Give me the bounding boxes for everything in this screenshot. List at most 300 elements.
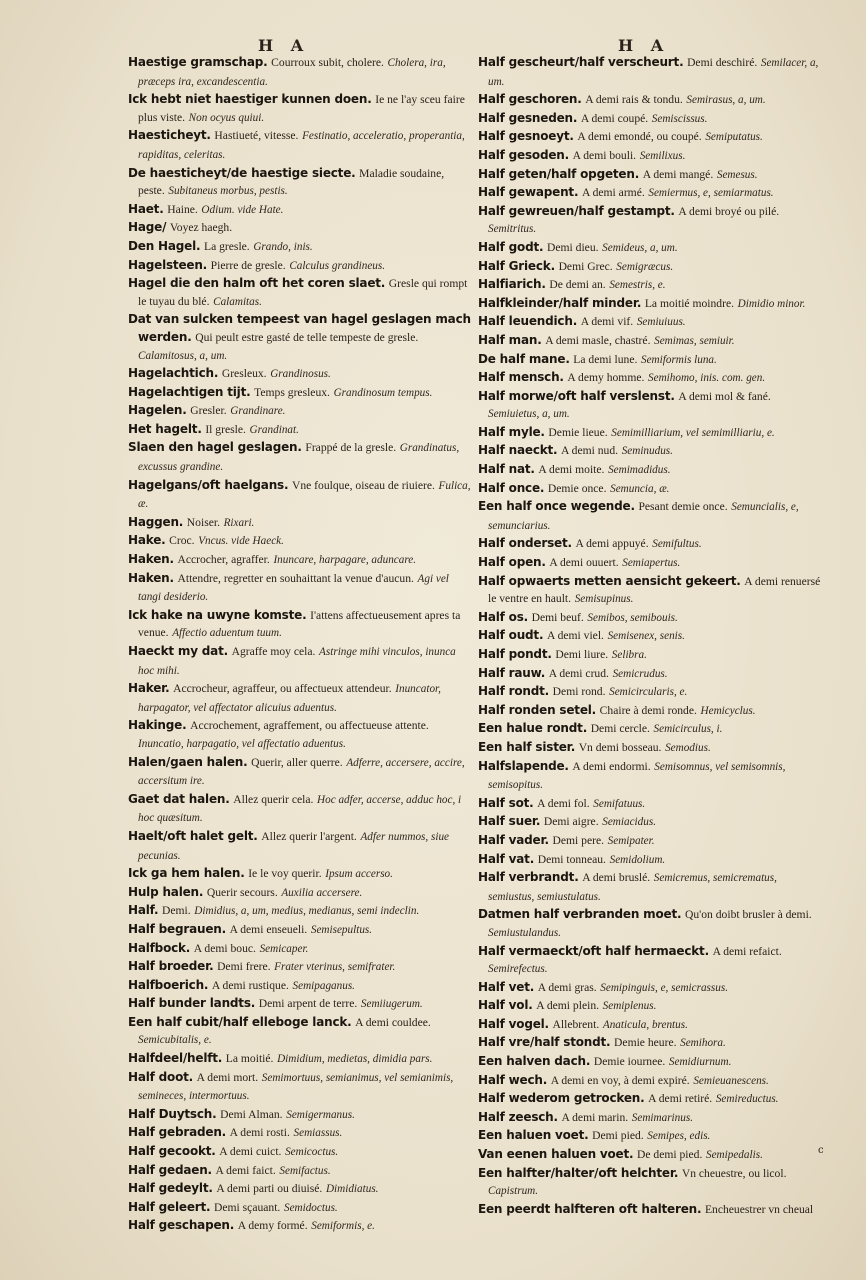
dictionary-entry xyxy=(478,239,823,258)
french-gloss: Demi arpent de terre. xyxy=(258,997,358,1011)
french-gloss: A demi appuyé. xyxy=(575,537,649,551)
french-gloss: Frappé de la gresle. xyxy=(305,441,397,455)
headword: Half rondt. xyxy=(478,684,550,699)
french-gloss: A demi enseueli. xyxy=(229,922,308,936)
dictionary-entry xyxy=(128,1106,473,1125)
dictionary-entry xyxy=(478,91,823,110)
latin-gloss: Semiputatus. xyxy=(705,131,763,144)
headword: Half gewreuen/half gestampt. xyxy=(478,203,675,218)
dictionary-entry xyxy=(478,442,823,461)
french-gloss: A demi coupé. xyxy=(580,111,649,125)
french-gloss: A demi plein. xyxy=(536,999,600,1013)
headword: Halfkleinder/half minder. xyxy=(478,295,642,310)
headword: Half opwaerts metten aensicht gekeert. xyxy=(478,573,741,588)
french-gloss: A demi endormi. xyxy=(572,759,651,773)
latin-gloss: Semihomo, inis. com. gen. xyxy=(648,372,766,385)
french-gloss: Demi Grec. xyxy=(558,259,613,273)
french-gloss: A demi vif. xyxy=(580,315,634,329)
latin-gloss: Frater vterinus, semifrater. xyxy=(274,961,396,974)
headword: Ick hebt niet haestiger kunnen doen. xyxy=(128,92,372,107)
headword: Half os. xyxy=(478,609,528,624)
french-gloss: A demi parti ou diuisé. xyxy=(216,1182,323,1196)
headword: Haeckt my dat. xyxy=(128,644,228,658)
headword: Hake. xyxy=(128,533,166,548)
french-gloss: Demi tonneau. xyxy=(537,852,606,866)
latin-gloss: Semidoctus. xyxy=(283,1201,338,1214)
dictionary-entry xyxy=(128,643,473,680)
french-gloss: A demi rustique. xyxy=(211,978,289,992)
latin-gloss: Vncus. vide Haeck. xyxy=(198,535,284,548)
french-gloss: Demie heure. xyxy=(614,1036,677,1050)
dictionary-entry xyxy=(478,369,823,388)
french-gloss: A demi faict. xyxy=(215,1163,276,1177)
dictionary-entry xyxy=(128,995,473,1014)
dictionary-entry xyxy=(478,480,823,499)
latin-gloss: Astringe mihi vinculos, inunca hoc mihi. xyxy=(138,646,456,677)
french-gloss: A demi rosti. xyxy=(229,1126,290,1140)
french-gloss: A demi fol. xyxy=(537,796,590,810)
french-gloss: Allez querir l'argent. xyxy=(261,829,357,843)
latin-gloss: Calculus grandineus. xyxy=(289,259,386,272)
latin-gloss: Inuncatio, harpagatio, vel affectatio aduentus. xyxy=(138,737,346,750)
headword: Half naeckt. xyxy=(478,443,558,458)
dictionary-entry xyxy=(128,1124,473,1143)
headword: Half vogel. xyxy=(478,1016,549,1031)
dictionary-entry xyxy=(128,421,473,440)
headword: Half onderset. xyxy=(478,536,572,551)
latin-gloss: Grando, inis. xyxy=(253,240,313,253)
french-gloss: A demi mangé. xyxy=(642,167,714,181)
latin-gloss: Semilacer, a, um. xyxy=(488,57,819,88)
french-gloss: A demi refaict. xyxy=(712,944,782,958)
french-gloss: Demi frere. xyxy=(217,960,271,974)
french-gloss: Vn cheuestre, ou licol. xyxy=(681,1166,787,1180)
headword: Haken. xyxy=(128,552,174,567)
dictionary-entry xyxy=(128,439,473,476)
headword: Haker. xyxy=(128,681,170,696)
dictionary-entry xyxy=(478,869,823,906)
headword: Half verbrandt. xyxy=(478,870,579,885)
headword: Half gebraden. xyxy=(128,1125,227,1140)
headword: Half open. xyxy=(478,555,546,570)
headword: Een half cubit/half elleboge lanck. xyxy=(128,1014,352,1029)
latin-gloss: Fulica, æ. xyxy=(138,479,471,511)
latin-gloss: Semipaganus. xyxy=(292,979,355,992)
latin-gloss: Semiapertus. xyxy=(622,557,681,570)
headword: Half sot. xyxy=(478,795,534,810)
dictionary-entry xyxy=(478,943,823,979)
headword: Het hagelt. xyxy=(128,421,202,436)
french-gloss: Allez querir cela. xyxy=(233,792,314,806)
dictionary-entry xyxy=(128,477,473,514)
dictionary-entry xyxy=(478,795,823,814)
headword: Half gesoden. xyxy=(478,147,569,162)
dictionary-entry xyxy=(478,1053,823,1072)
latin-gloss: Semiplenus. xyxy=(602,1000,657,1013)
dictionary-entry xyxy=(128,402,473,421)
dictionary-entry xyxy=(478,203,823,239)
header-mark-right: H A xyxy=(618,36,670,55)
french-gloss: Chaire à demi ronde. xyxy=(599,703,697,717)
headword: Half gedaen. xyxy=(128,1162,212,1177)
french-gloss: La moitié. xyxy=(225,1052,274,1066)
latin-gloss: Dimidium, medietas, dimidia pars. xyxy=(277,1053,433,1066)
latin-gloss: Semicirculus, i. xyxy=(653,723,723,736)
dictionary-entry xyxy=(478,851,823,870)
latin-gloss: Semigræcus. xyxy=(616,260,674,273)
latin-gloss: Grandinat. xyxy=(249,423,299,436)
latin-gloss: Semipes, edis. xyxy=(647,1130,711,1143)
dictionary-entry xyxy=(478,665,823,684)
latin-gloss: Semicoctus. xyxy=(285,1146,339,1159)
latin-gloss: Semifultus. xyxy=(652,538,702,551)
headword: Half vol. xyxy=(478,998,533,1013)
latin-gloss: Grandinare. xyxy=(230,405,286,418)
latin-gloss: Semisomnus, vel semisomnis, semisopitus. xyxy=(488,760,786,792)
french-gloss: Noiser. xyxy=(186,515,220,529)
french-gloss: Agraffe moy cela. xyxy=(231,645,316,658)
dictionary-entry xyxy=(478,147,823,166)
latin-gloss: Semisenex, senis. xyxy=(607,630,685,643)
dictionary-entry xyxy=(478,184,823,203)
french-gloss: Demi aigre. xyxy=(543,815,599,829)
latin-gloss: Adferre, accersere, accire, accersitum ire. xyxy=(138,756,465,788)
headword: Hagelachtigen tijt. xyxy=(128,384,251,399)
dictionary-entry xyxy=(128,828,473,865)
french-gloss: Maladie soudaine, peste. xyxy=(138,166,445,198)
dictionary-entry xyxy=(478,554,823,573)
headword: Gaet dat halen. xyxy=(128,791,230,806)
headword: Haesticheyt. xyxy=(128,128,211,143)
headword: Datmen half verbranden moet. xyxy=(478,907,682,922)
headword: Half wederom getrocken. xyxy=(478,1091,645,1106)
latin-gloss: Semimas, semiuir. xyxy=(654,334,735,347)
dictionary-entry xyxy=(128,384,473,403)
french-gloss: A demi masle, chastré. xyxy=(545,333,651,347)
french-gloss: Querir, aller querre. xyxy=(251,755,343,769)
dictionary-entry xyxy=(478,295,823,314)
french-gloss: Demi pied. xyxy=(592,1129,644,1143)
latin-gloss: Adfer nummos, siue pecunias. xyxy=(138,830,450,862)
dictionary-entry xyxy=(478,128,823,147)
dictionary-entry xyxy=(128,570,473,607)
french-gloss: Temps gresleux. xyxy=(254,385,330,399)
french-gloss: Hastiueté, vitesse. xyxy=(214,129,299,143)
dictionary-entry xyxy=(478,646,823,665)
dictionary-entry xyxy=(478,979,823,998)
french-gloss: La moitié moindre. xyxy=(644,296,735,310)
headword: Haggen. xyxy=(128,514,184,529)
french-gloss: Demi liure. xyxy=(555,648,609,661)
headword: Haet. xyxy=(128,201,164,216)
latin-gloss: Grandinosus. xyxy=(270,368,331,381)
dictionary-entry xyxy=(478,997,823,1016)
french-gloss: Vn demi bosseau. xyxy=(578,740,662,754)
french-gloss: Gresle qui rompt le tuyau du blé. xyxy=(138,277,468,308)
headword: Ick hake na uwyne komste. xyxy=(128,607,307,622)
french-gloss: Demi beuf. xyxy=(531,610,584,624)
dictionary-entry xyxy=(128,607,473,643)
dictionary-entry xyxy=(128,54,473,91)
headword: Haken. xyxy=(128,570,174,585)
headword: Half Duytsch. xyxy=(128,1106,217,1121)
dictionary-entry xyxy=(478,54,823,91)
right-column xyxy=(478,54,823,1219)
french-gloss: A demi armé. xyxy=(581,186,645,200)
latin-gloss: Semicaper. xyxy=(259,942,309,955)
headword: Half geschoren. xyxy=(478,92,582,107)
dictionary-entry xyxy=(478,258,823,277)
dictionary-entry xyxy=(128,1162,473,1181)
french-gloss: Demie once. xyxy=(547,481,607,495)
headword: Halfiarich. xyxy=(478,277,546,292)
french-gloss: A demi moite. xyxy=(538,463,605,477)
french-gloss: Pesant demie once. xyxy=(638,500,728,514)
headword: Half geten/half opgeten. xyxy=(478,166,640,181)
latin-gloss: Semiacidus. xyxy=(602,816,656,829)
latin-gloss: Semiassus. xyxy=(293,1127,343,1140)
dictionary-entry xyxy=(128,257,473,276)
dictionary-entry xyxy=(128,219,473,238)
french-gloss: Voyez haegh. xyxy=(169,221,233,235)
french-gloss: A demi bruslé. xyxy=(582,871,651,885)
latin-gloss: Odium. vide Hate. xyxy=(201,203,284,216)
latin-gloss: Semireductus. xyxy=(715,1093,779,1106)
latin-gloss: Semigermanus. xyxy=(286,1108,355,1121)
dictionary-entry xyxy=(478,1072,823,1091)
headword: Half gewapent. xyxy=(478,185,579,200)
french-gloss: A demi gras. xyxy=(537,980,597,994)
dictionary-entry xyxy=(478,573,823,609)
latin-gloss: Semipinguis, e, semicrassus. xyxy=(600,981,729,994)
latin-gloss: Inuncator, harpagator, vel affectator alicuius aduentus. xyxy=(138,683,441,714)
latin-gloss: Semicremus, semicrematus, semiustus, semiustulatus. xyxy=(488,872,777,903)
dictionary-entry xyxy=(128,1069,473,1106)
headword: Van eenen haluen voet. xyxy=(478,1147,634,1162)
french-gloss: Encheuestrer vn cheual xyxy=(704,1202,814,1216)
dictionary-entry xyxy=(478,535,823,554)
headword: Half bunder landts. xyxy=(128,996,256,1011)
headword: Half gedeylt. xyxy=(128,1181,213,1196)
dictionary-entry xyxy=(478,739,823,758)
latin-gloss: Hemicyclus. xyxy=(700,704,756,717)
dictionary-entry xyxy=(128,1199,473,1218)
headword: De haesticheyt/de haestige siecte. xyxy=(128,165,356,180)
latin-gloss: Semitritus. xyxy=(488,223,537,236)
latin-gloss: Semirefectus. xyxy=(488,963,548,976)
headword: Hagel die den halm oft het coren slaet. xyxy=(128,276,386,291)
left-column xyxy=(128,54,473,1236)
french-gloss: Qu'on doibt brusler à demi. xyxy=(685,908,812,922)
headword: Half vat. xyxy=(478,851,535,866)
dictionary-entry xyxy=(478,388,823,424)
french-gloss: Ie ne l'ay sceu faire plus viste. xyxy=(138,93,465,124)
dictionary-entry xyxy=(128,1217,473,1236)
latin-gloss: Rixari. xyxy=(223,516,255,529)
dictionary-entry xyxy=(478,110,823,129)
french-gloss: Allebrent. xyxy=(552,1017,600,1031)
latin-gloss: Semiiugerum. xyxy=(360,998,423,1011)
headword: Half nat. xyxy=(478,462,535,477)
french-gloss: La gresle. xyxy=(204,239,250,253)
french-gloss: Attendre, regretter en souhaittant la venue d'aucun. xyxy=(177,571,414,585)
headword: Halfdeel/helft. xyxy=(128,1051,223,1066)
dictionary-entry xyxy=(128,238,473,257)
french-gloss: A demi emondé, ou coupé. xyxy=(577,130,702,144)
headword: Een halfter/halter/oft helchter. xyxy=(478,1165,679,1180)
dictionary-entry xyxy=(128,791,473,828)
headword: Half gecookt. xyxy=(128,1144,216,1159)
french-gloss: Accrocher, agraffer. xyxy=(177,553,270,567)
dictionary-entry xyxy=(128,680,473,717)
dictionary-entry xyxy=(478,461,823,480)
latin-gloss: Semieuanescens. xyxy=(693,1074,769,1087)
french-gloss: Courroux subit, cholere. xyxy=(271,56,384,69)
headword: Een peerdt halfteren oft halteren. xyxy=(478,1201,702,1216)
dictionary-entry xyxy=(478,1201,823,1220)
latin-gloss: Semiermus, e, semiarmatus. xyxy=(648,187,774,200)
headword: Hakinge. xyxy=(128,718,187,733)
latin-gloss: Semiuietus, a, um. xyxy=(488,408,570,421)
headword: Halfslapende. xyxy=(478,758,569,773)
latin-gloss: Auxilia accersere. xyxy=(281,886,363,899)
french-gloss: Gresler. xyxy=(190,404,227,418)
dictionary-entry xyxy=(128,514,473,533)
dictionary-entry xyxy=(128,921,473,940)
french-gloss: Demie lieue. xyxy=(548,425,608,439)
latin-gloss: Semipater. xyxy=(607,834,655,847)
latin-gloss: Semideus, a, um. xyxy=(602,241,678,254)
french-gloss: Demi pere. xyxy=(552,833,605,847)
latin-gloss: Seminudus. xyxy=(621,445,673,458)
latin-gloss: Calamitas. xyxy=(213,295,262,308)
latin-gloss: Non ocyus quiui. xyxy=(188,111,265,124)
french-gloss: Haine. xyxy=(167,202,198,216)
latin-gloss: Semibos, semibouis. xyxy=(587,611,678,624)
headword: Dat van sulcken tempeest van hagel geslagen mach werden. xyxy=(128,312,471,344)
headword: Half geschapen. xyxy=(128,1218,235,1233)
latin-gloss: Semimadidus. xyxy=(608,464,671,477)
dictionary-entry xyxy=(478,1034,823,1053)
dictionary-entry xyxy=(478,1127,823,1146)
headword: Half morwe/oft half verslenst. xyxy=(478,388,675,403)
french-gloss: Accrochement, agraffement, ou affectueuse attente. xyxy=(190,719,429,733)
headword: Een halven dach. xyxy=(478,1054,591,1069)
dictionary-entry xyxy=(478,609,823,628)
dictionary-entry xyxy=(478,1109,823,1128)
latin-gloss: Semipedalis. xyxy=(706,1149,763,1162)
headword: Een half once wegende. xyxy=(478,499,635,514)
dictionary-entry xyxy=(128,754,473,791)
latin-gloss: Selibra. xyxy=(611,649,647,661)
french-gloss: Demi. xyxy=(162,904,191,918)
dictionary-entry xyxy=(478,758,823,795)
french-gloss: Il gresle. xyxy=(205,422,246,436)
headword: Hagelgans/oft haelgans. xyxy=(128,477,289,492)
french-gloss: Qui peult estre gasté de telle tempeste de gresle. xyxy=(195,330,419,344)
dictionary-entry xyxy=(478,627,823,646)
dictionary-entry xyxy=(128,275,473,311)
headword: Hagelsteen. xyxy=(128,257,208,272)
dictionary-entry xyxy=(128,551,473,570)
latin-gloss: Semirasus, a, um. xyxy=(686,94,766,107)
latin-gloss: Semiuiuus. xyxy=(636,316,686,329)
dictionary-entry xyxy=(478,166,823,185)
headword: Half suer. xyxy=(478,814,541,829)
latin-gloss: Dimidiatus. xyxy=(325,1183,379,1196)
latin-gloss: Semimarinus. xyxy=(631,1111,694,1124)
headword: Halen/gaen halen. xyxy=(128,754,248,769)
dictionary-entry xyxy=(128,1014,473,1050)
headword: Half leuendich. xyxy=(478,314,578,329)
dictionary-entry xyxy=(478,351,823,370)
french-gloss: A demi renuersé le ventre en hault. xyxy=(488,574,821,606)
french-gloss: La demi lune. xyxy=(573,352,638,366)
dictionary-entry xyxy=(128,1050,473,1069)
latin-gloss: Semicrudus. xyxy=(612,667,668,680)
latin-gloss: Semiformis luna. xyxy=(641,353,717,366)
headword: Half rauw. xyxy=(478,665,546,680)
headword: Half myle. xyxy=(478,424,545,439)
dictionary-entry xyxy=(478,424,823,443)
latin-gloss: Grandinosum tempus. xyxy=(333,386,433,399)
dictionary-entry xyxy=(128,1180,473,1199)
headword: Half zeesch. xyxy=(478,1109,558,1124)
headword: Half vre/half stondt. xyxy=(478,1035,611,1050)
french-gloss: A demi rais & tondu. xyxy=(585,93,683,107)
dictionary-entry xyxy=(478,313,823,332)
dictionary-entry xyxy=(478,813,823,832)
headword: Haelt/oft halet gelt. xyxy=(128,828,258,843)
latin-gloss: Semifactus. xyxy=(279,1164,331,1177)
latin-gloss: Semisepultus. xyxy=(310,923,373,936)
dictionary-entry xyxy=(478,1146,823,1165)
latin-gloss: Semicircularis, e. xyxy=(609,686,688,699)
dictionary-entry xyxy=(128,940,473,959)
french-gloss: Demi dieu. xyxy=(547,240,599,254)
french-gloss: Demi Alman. xyxy=(220,1107,283,1121)
headword: Half doot. xyxy=(128,1069,194,1084)
headword: Half gesneden. xyxy=(478,110,578,125)
headword: Half gescheurt/half verscheurt. xyxy=(478,55,684,69)
headword: Half ronden setel. xyxy=(478,702,597,717)
dictionary-entry xyxy=(128,865,473,884)
headword: Een half sister. xyxy=(478,739,576,754)
latin-gloss: Semuncialis, e, semunciarius. xyxy=(488,501,799,532)
latin-gloss: Semiustulandus. xyxy=(488,926,562,939)
french-gloss: A demi crud. xyxy=(548,666,609,680)
dictionary-entry xyxy=(128,1143,473,1162)
headword: Half man. xyxy=(478,332,542,347)
latin-gloss: Affectio aduentum tuum. xyxy=(172,627,282,640)
french-gloss: Croc. xyxy=(169,534,195,548)
dictionary-entry xyxy=(478,832,823,851)
french-gloss: A demy formé. xyxy=(237,1219,308,1233)
french-gloss: Demi rond. xyxy=(552,685,606,699)
latin-gloss: Semodius. xyxy=(665,741,711,754)
latin-gloss: Semidolium. xyxy=(609,853,666,866)
french-gloss: De demi an. xyxy=(549,278,606,292)
headword: Halfbock. xyxy=(128,940,191,955)
dictionary-entry xyxy=(478,498,823,535)
latin-gloss: Semilixus. xyxy=(639,149,686,162)
french-gloss: Ie le voy querir. xyxy=(248,867,322,881)
dictionary-entry xyxy=(128,958,473,977)
latin-gloss: Semuncia, æ. xyxy=(610,482,670,495)
french-gloss: Querir secours. xyxy=(206,885,278,899)
latin-gloss: Semesus. xyxy=(716,168,758,181)
dictionary-entry xyxy=(478,276,823,295)
